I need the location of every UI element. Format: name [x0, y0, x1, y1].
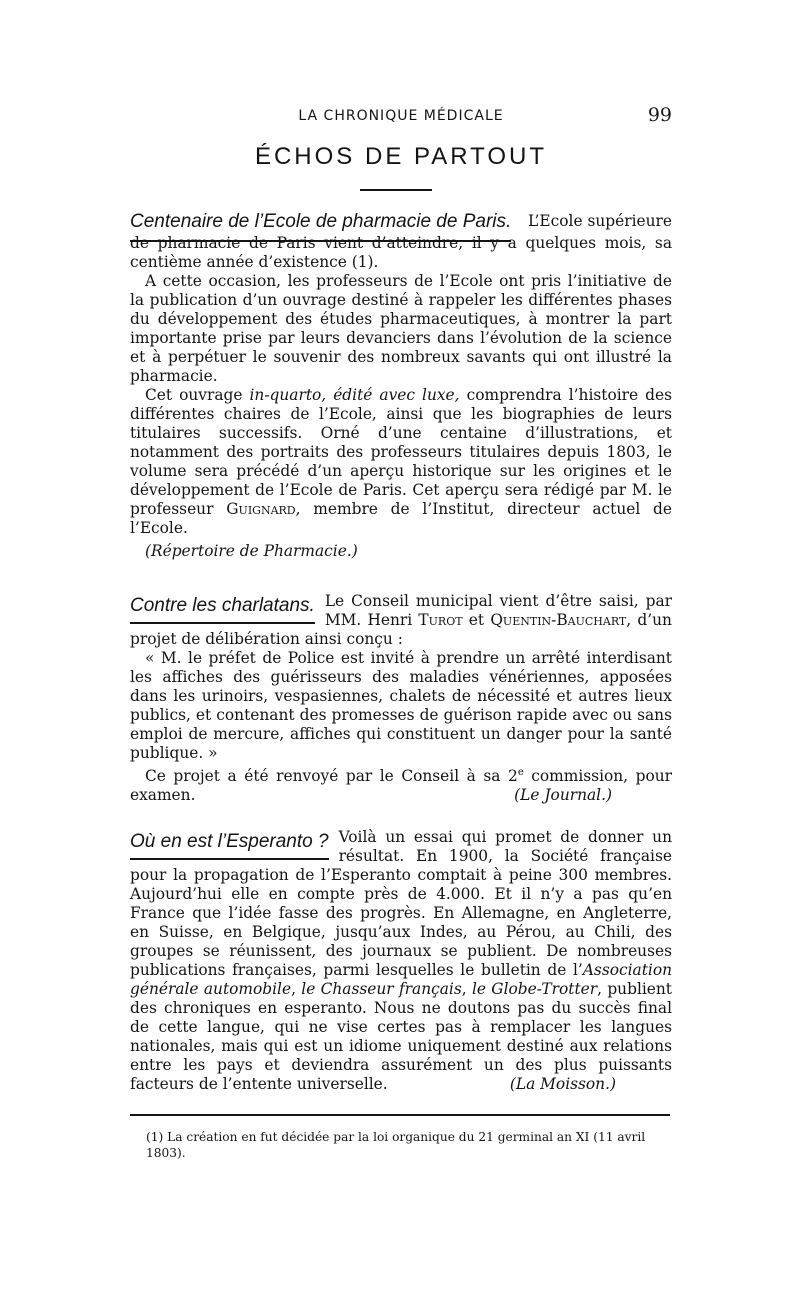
small-caps-name: Quentin-Bauchart,: [490, 611, 632, 629]
title-rule: [360, 189, 432, 191]
paragraph: Voilà un essai qui promet de donner un résultat. En 1900, la Société française pour la propagation de l’Esperanto comptait à peine 300 membres. Aujourd’hui elle en compte près de 4.000. Et il n’y a pas qu’en France que l’idée fasse des progrès. En Allemagne, en Angleterre, en Suisse, en Belgique, jusqu’aux Indes, au Pérou, au Chili, des groupes se réunissent, des journaux se publient. De nombreuses publications françaises, parmi lesquelles le bulletin de l’Association générale automobile, le Chasseur français, le Globe-Trotter, publient des chroniques en esperanto. Nous ne doutons pas du succès final de cette langue, qui ne vise certes pas à remplacer les langues nationales, mais qui est un idiome uniquement destiné aux relations entre les pays et deviendra assurément un des plus puissants facteurs de l’entente universelle. (La Moisson.): [130, 828, 672, 1093]
article-source: (Répertoire de Pharmacie.): [145, 542, 358, 560]
section-title: ÉCHOS DE PARTOUT: [254, 143, 548, 170]
article-source: (La Moisson.): [509, 1075, 616, 1093]
article-lead: Le Conseil municipal vient d’être saisi, par MM. Henri Turot et Quentin-Bauchart, d’un projet de délibération ainsi conçu :: [130, 592, 672, 648]
article-heading: Contre les charlatans.: [130, 596, 315, 615]
footnote: (1) La création en fut décidée par la loi organique du 21 germinal an XI (11 avril 1803).: [146, 1130, 646, 1160]
article-pharmacie: [130, 212, 672, 561]
page-number: 99: [647, 104, 672, 126]
paragraph: Cet ouvrage in-quarto, édité avec luxe, comprendra l’histoire des différentes chaires de l’Ecole, ainsi que les biographies de leurs titulaires successifs. Orné d’une centaine d’illustrations, et notamment des portraits des professeurs titulaires depuis 1803, le volume sera précédé d’un aperçu historique sur les origines et le développement de l’Ecole de Paris. Cet aperçu sera rédigé par M. le professeur Guignard, membre de l’Institut, directeur actuel de l’Ecole.: [130, 386, 672, 537]
article-esperanto: [130, 828, 672, 1094]
heading-underline: [130, 858, 329, 860]
italic-text: in-quarto, édité avec luxe,: [249, 386, 460, 404]
italic-text: le Globe-Trotter: [471, 980, 598, 998]
paragraph: de pharmacie de Paris vient d’atteindre, il y a quelques mois, sa centième année d’existence (1).: [130, 234, 672, 271]
running-title: LA CHRONIQUE MÉDICALE: [298, 108, 504, 124]
article-heading-row: [130, 592, 672, 649]
heading-underline: [130, 622, 315, 624]
running-head: [130, 104, 672, 132]
article-heading: Centenaire de l’Ecole de pharmacie de Paris.: [130, 212, 511, 231]
article-lead: L’Ecole supérieure: [528, 212, 672, 230]
article-heading-row: [130, 828, 672, 1094]
small-caps-name: Turot: [418, 611, 463, 629]
article-source: (Le Journal.): [514, 786, 612, 805]
article-charlatans: [130, 592, 672, 805]
italic-text: le Chasseur français: [301, 980, 462, 998]
article-heading: Où en est l’Esperanto ?: [130, 832, 329, 851]
heading-underline: [130, 240, 511, 242]
article-heading-row: [130, 212, 672, 231]
paragraph: Ce projet a été renvoyé par le Conseil à sa 2e commission, pour examen. (Le Journal.): [130, 767, 672, 805]
italic-text: Association générale automobile: [130, 961, 672, 998]
paragraph: A cette occasion, les professeurs de l’Ecole ont pris l’initiative de la publication d’un ouvrage destiné à rappeler les différentes phases du développement des études pharmaceutiques, à montrer la part importante prise par leurs devanciers dans l’évolution de la science et à perpétuer le souvenir des nombreux savants qui ont illustré la pharmacie.: [130, 272, 672, 385]
small-caps-name: Guignard,: [226, 500, 301, 518]
quoted-resolution: « M. le préfet de Police est invité à prendre un arrêté interdisant les affiches des guérisseurs des maladies vénériennes, apposées dans les urinoirs, vespasiennes, chalets de nécessité et autres lieux publics, et contenant des promesses de guérison rapide avec ou sans emploi de mercure, affiches qui constituent un danger pour la santé publique. »: [130, 649, 672, 762]
footnote-rule: [130, 1114, 670, 1116]
